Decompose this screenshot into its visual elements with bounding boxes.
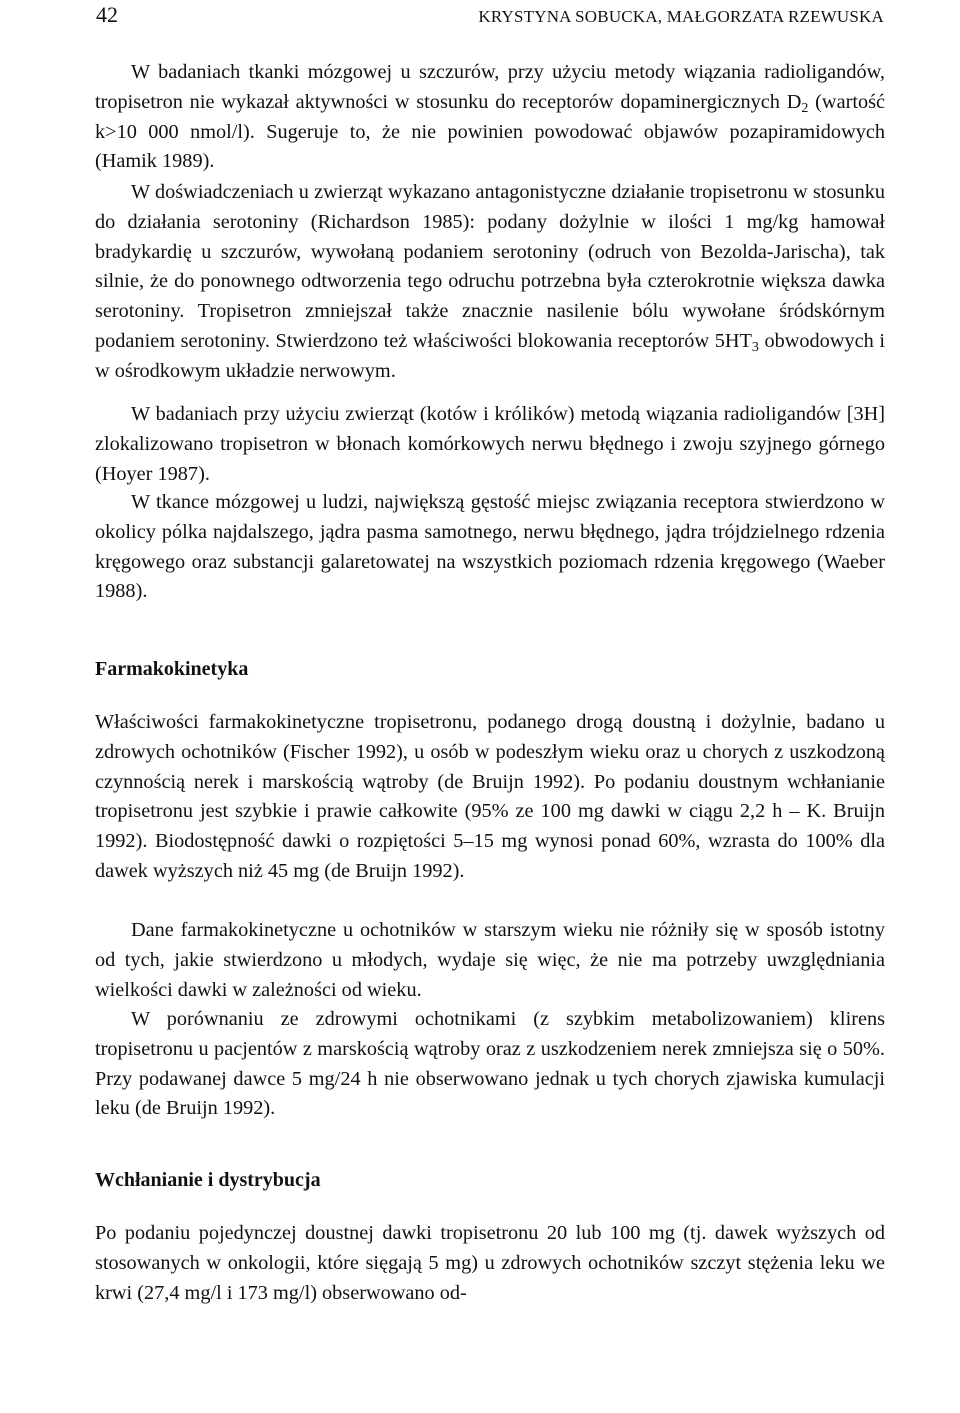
paragraph-1-text-a: W badaniach tkanki mózgowej u szczurów, przy użyciu metody wiązania radioligandów, tropisetron nie wykazał aktywności w stosunku do receptorów dopaminergicznych D [95, 61, 885, 113]
paragraph-1-text-b: (wartość k>10 000 nmol/l). Sugeruje to, że nie powinien powodować objawów pozapiramidowych (Hamik 1989). [95, 90, 885, 173]
paragraph-2-text: W doświadczeniach u zwierząt wykazano antagonistyczne działanie tropisetronu w stosunku do działania serotoniny (Richardson 1985): podany dożylnie w ilości 1 mg/kg hamował bradykardię u szczurów, wywołaną podaniem serotoniny (odruch von Bezolda-Jarischa), tak silnie, że do ponownego odtworzenia tego odruchu potrzebna była czterokrotnie większa dawka serotoniny. Tropisetron zmniejszał także znacznie nasilenie bólu wywołane śródskórnym podaniem serotoniny. Stwierdzono też właściwości blokowania [95, 181, 885, 352]
paragraph-6: Dane farmakokinetyczne u ochotników w starszym wieku nie różniły się w sposób istotny od tych, jakie stwierdzono u młodych, wydaje się więc, że nie ma potrzeby uwzględniania wielkości dawki w zależności od wieku. [95, 919, 885, 1001]
paragraph-2-tail-b: obwodowych i w ośrodkowym układzie nerwowym. [95, 329, 885, 382]
paragraph-2 [95, 178, 885, 387]
paragraph-5: Właściwości farmakokinetyczne tropisetronu, podanego drogą doustną i dożylnie, badano u zdrowych ochotników (Fischer 1992), u osób w podeszłym wieku oraz u chorych z uszkodzoną czynnością nerek i marskością wątroby (de Bruijn 1992). Po podaniu doustnym wchłanianie tropisetronu jest szybkie i prawie całkowite (95% ze 100 mg dawki w ciągu 2,2 h – K. Bruijn 1992). Biodostępność dawki o rozpiętości 5–15 mg wynosi ponad 60%, wzrasta do 100% dla dawek wyższych niż 45 mg (de Bruijn 1992). [95, 711, 885, 882]
section-heading-farmakokinetyka: Farmakokinetyka [95, 658, 249, 680]
running-head: KRYSTYNA SOBUCKA, MAŁGORZATA RZEWUSKA [478, 7, 884, 26]
paragraph-1 [95, 58, 885, 177]
section-heading-wchlanianie: Wchłanianie i dystrybucja [95, 1169, 321, 1191]
paragraph-3: W badaniach przy użyciu zwierząt (kotów i królików) metodą wiązania radioligandów [3H] zlokalizowano tropisetron w błonach komórkowych nerwu błędnego i zwoju szyjnego górnego (Hoyer 1987). [95, 403, 885, 485]
paragraph-7: W porównaniu ze zdrowymi ochotnikami (z szybkim metabolizowaniem) klirens tropisetronu u pacjentów z marskością wątroby oraz z uszkodzeniem nerek zmniejsza się o 50%. Przy podawanej dawce 5 mg/24 h nie obserwowano jednak u tych chorych zjawiska kumulacji leku (de Bruijn 1992). [95, 1008, 885, 1120]
paragraph-4: W tkance mózgowej u ludzi, największą gęstość miejsc związania receptora stwierdzono w okolicy pólka najdalszego, jądra pasma samotnego, nerwu błędnego, jądra trójdzielnego rdzenia kręgowego oraz substancji galaretowatej na wszystkich poziomach rdzenia kręgowego (Waeber 1988). [95, 491, 885, 603]
page-number: 42 [96, 2, 118, 27]
subscript-2: 2 [801, 100, 809, 116]
paragraph-8: Po podaniu pojedynczej doustnej dawki tropisetronu 20 lub 100 mg (tj. dawek wyższych od stosowanych w onkologii, które sięgają 5 mg) u zdrowych ochotników szczyt stężenia leku we krwi (27,4 mg/l i 173 mg/l) obserwowano od- [95, 1222, 885, 1304]
subscript-3: 3 [751, 339, 759, 355]
paragraph-2-tail-a: receptorów 5HT [617, 329, 752, 352]
page-header [96, 2, 884, 28]
